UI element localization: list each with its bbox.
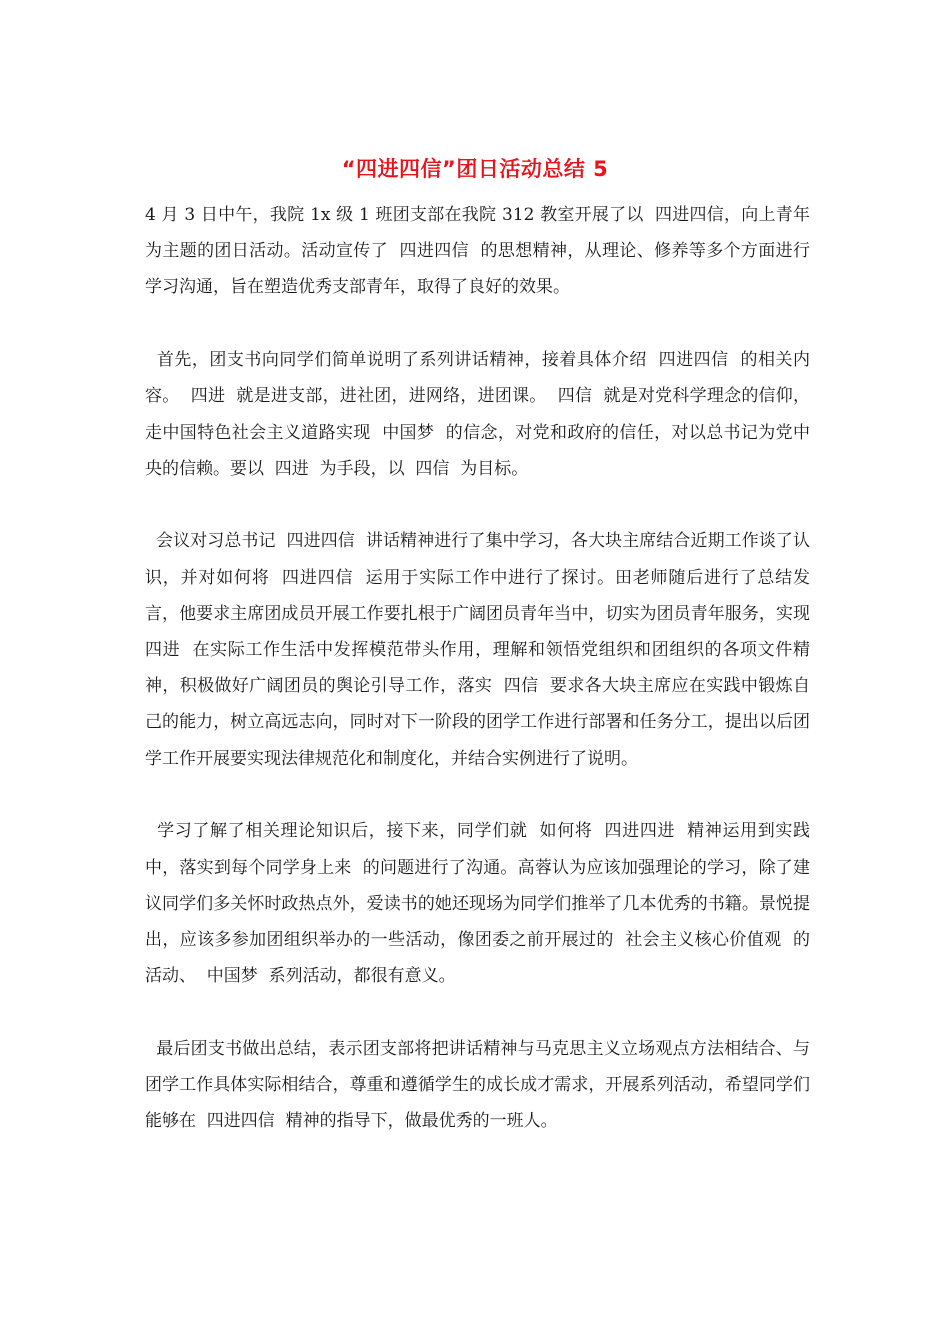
paragraph-conclusion: 最后团支书做出总结，表示团支部将把讲话精神与马克思主义立场观点方法相结合、与团学工作具体实际相结合，尊重和遵循学生的成长成才需求，开展系列活动，希望同学们能够在 四进四信 精神的指导下，做最优秀的一班人。: [145, 1038, 811, 1132]
document-body: [145, 197, 821, 1176]
document-title: “四进四信”团日活动总结 5: [341, 157, 609, 181]
paragraph-discussion: 学习了解了相关理论知识后，接下来，同学们就 如何将 四进四进 精神运用到实践中，落实到每个同学身上来 的问题进行了沟通。高蓉认为应该加强理论的学习，除了建议同学们多关怀时政热点外，爱读书的她还现场为同学们推举了几本优秀的书籍。景悦提出，应该多参加团组织举办的一些活动，像团委之前开展过的 社会主义核心价值观 的活动、 中国梦 系列活动，都很有意义。: [145, 821, 811, 987]
paragraph-meeting: 会议对习总书记 四进四信 讲话精神进行了集中学习，各大块主席结合近期工作谈了认识，并对如何将 四进四信 运用于实际工作中进行了探讨。田老师随后进行了总结发言，他要求主席团成员开展工作要扎根于广阔团员青年当中，切实为团员青年服务，实现 四进 在实际工作生活中发挥模范带头作用，理解和领悟党组织和团组织的各项文件精神，积极做好广阔团员的舆论引导工作，落实 四信 要求各大块主席应在实践中锻炼自己的能力，树立高远志向，同时对下一阶段的团学工作进行部署和任务分工，提出以后团学工作开展要实现法律规范化和制度化，并结合实例进行了说明。: [145, 531, 821, 769]
paragraph-first: 首先，团支书向同学们简单说明了系列讲话精神，接着具体介绍 四进四信 的相关内容。 四进 就是进支部，进社团，进网络，进团课。 四信 就是对党科学理念的信仰，走中国特色社会主义道路实现 中国梦 的信念，对党和政府的信任，对以总书记为党中央的信赖。要以 四进 为手段，以 四信 为目标。: [145, 350, 810, 479]
paragraph-intro: 4 月 3 日中午，我院 1x 级 1 班团支部在我院 312 教室开展了以 四进四信，向上青年 为主题的团日活动。活动宣传了 四进四信 的思想精神，从理论、修养等多个方面进行学习沟通，旨在塑造优秀支部青年，取得了良好的效果。: [145, 205, 821, 298]
